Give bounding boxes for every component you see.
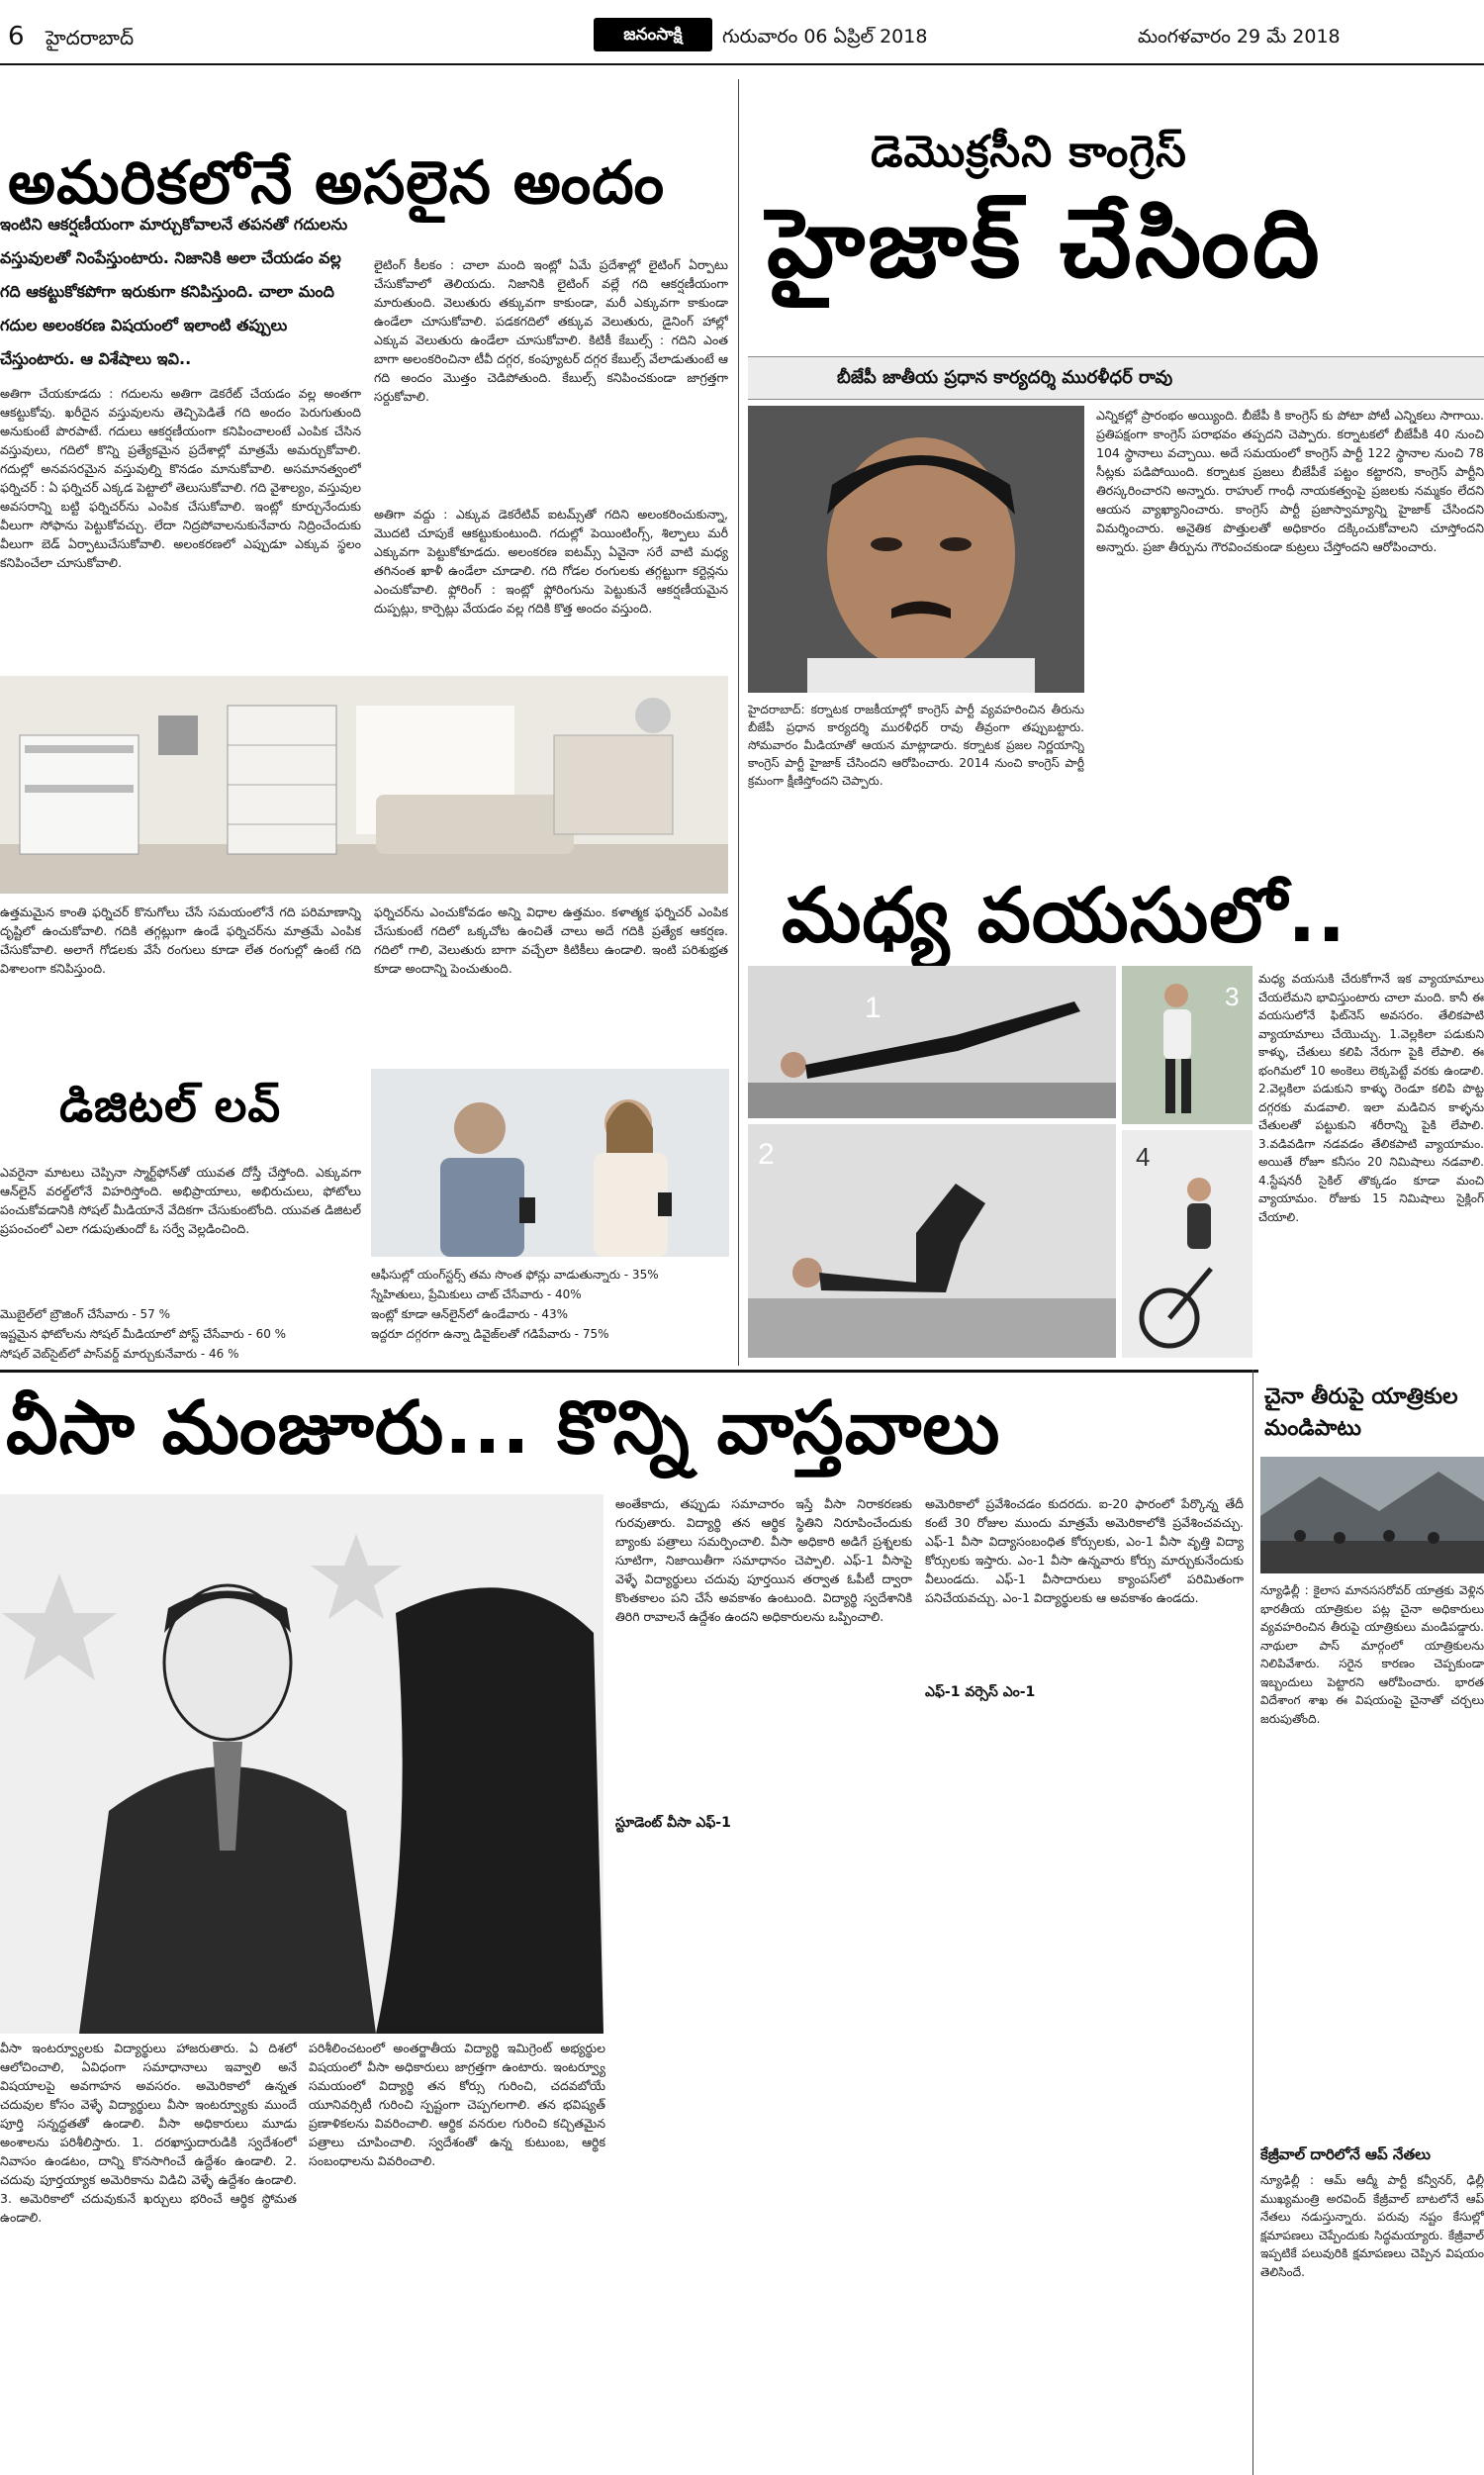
masthead-rule <box>0 63 1484 65</box>
visa-subhead-2: ఎఫ్-1 వర్సెస్ ఎం-1 <box>925 1684 1041 1703</box>
exercise-photo-2 <box>748 1124 1116 1358</box>
beauty-deck-line: వస్తువులతో నింపేస్తుంటారు. నిజానికి అలా చేయడం వల్ల <box>0 248 341 267</box>
congress-kicker: డెమొక్రసీని కాంగ్రెస్ <box>871 127 1187 177</box>
column-divider <box>738 79 739 1366</box>
congress-headline: హైజాక్ చేసింది <box>767 188 1323 299</box>
congress-byline: బీజేపీ జాతీయ ప్రధాన కార్యదర్శి మురళీధర్ రావు <box>837 367 1173 388</box>
visa-headline: వీసా మంజూరు... కొన్ని వాస్తవాలు <box>6 1385 1001 1471</box>
exercise-illustration-3 <box>1122 966 1252 1124</box>
beauty-col3: అతిగా వద్దు : ఎక్కువ డెకరేటివ్ ఐటమ్స్‌తో గదిని అలంకరించుకున్నా, మొదటి చూపుకే ఆకట్టుకుంటుంది. గదుల్లో పెయింటింగ్స్, శిల్పాలు మరీ ఎక్కువగా పెట్టుకోకూడదు. అలంకరణ ఐటమ్స్ ఏవైనా సరే వాటి మధ్య తగినంత ఖాళీ ఉండేలా చూడాలి. గది గోడల రంగులకు తగ్గట్టుగా కర్టెన్లను ఎంచుకోవాలి. ఫ్లోరింగ్ : ఇంట్లో ఫ్లోరింగును పెట్టుకునే ఆకర్షణీయమైన దుప్పట్లు, కార్పెట్లు వేయడం వల్ల గదికి కొత్త అందం వస్తుంది. <box>374 507 728 616</box>
visa-col3: అంతేకాదు, తప్పుడు సమాచారం ఇస్తే వీసా నిరాకరణకు గురవుతారు. విద్యార్థి తన ఆర్థిక స్థితిని నిరూపించేందుకు బ్యాంకు పత్రాలు సమర్పించాలి. వీసా అధికారి అడిగే ప్రశ్నలకు సూటిగా, నిజాయితీగా సమాధానం చెప్పాలి. ఎఫ్-1 వీసాపై వెళ్ళే విద్యార్థులు చదువు పూర్తయిన తర్వాత ఓపీటీ ద్వారా కొంతకాలం పని చేసే అవకాశం ఉంటుంది. విద్యార్థి స్వదేశానికి తిరిగి రావాలనే ఉద్దేశం ఉందని అధికారులను ఒప్పించాలి. <box>615 1496 912 1624</box>
page-number: 6 <box>8 22 25 51</box>
digital-body: ఎవరైనా మాటలు చెప్పినా స్మార్ట్‌ఫోన్‌తో యువత దోస్తీ చేస్తోంది. ఎక్కువగా ఆన్‌లైన్ వరల్డ్‌లోనే విహరిస్తోంది. అభిప్రాయాలు, అభిరుచులు, ఫోటోలు పంచుకోవడానికి సోషల్ మీడియానే వేదికగా చేసుకుంటోంది. యువత డిజిటల్ ప్రపంచంలో ఎలా గడుపుతుందో ఓ సర్వే వెల్లడించింది. <box>0 1165 361 1236</box>
pilgrims-illustration <box>1260 1457 1484 1573</box>
room-photo <box>0 676 728 894</box>
digital-stats <box>0 1304 361 1364</box>
beauty-deck-line: గదుల అలంకరణ విషయంలో ఇలాంటి తప్పులు <box>0 316 288 334</box>
exercise-photo-4 <box>1122 1130 1252 1358</box>
portrait-illustration <box>748 406 1084 693</box>
visa-col1: వీసా ఇంటర్వ్యూలకు విద్యార్థులు హాజరుతారు. ఏ దిశలో ఆలోచించాలి, ఏవిధంగా సమాధానాలు ఇవ్వాలి అనే విషయాలపై అవగాహన అవసరం. అమెరికాలో ఉన్నత చదువుల కోసం వెళ్ళే విద్యార్థులు వీసా ఇంటర్వ్యూకు ముందే పూర్తి సన్నద్ధతతో ఉండాలి. వీసా అధికారులు మూడు అంశాలను పరిశీలిస్తారు. 1. దరఖాస్తుదారుడికి స్వదేశంలో నివాసం ఉండటం, దాన్ని కొనసాగించే ఉద్దేశం ఉండాలి. 2. చదువు పూర్తయ్యాక అమెరికాను విడిచి వెళ్ళే ఉద్దేశం ఉండాలి. 3. అమెరికాలో చదువుకునే ఖర్చులు భరించే ఆర్థిక స్థోమత ఉండాలి. <box>0 2041 297 2225</box>
paper-logo: జనంసాక్షి <box>594 18 712 51</box>
room-illustration <box>0 676 728 894</box>
digital-caption-stat: ఇద్దరూ దగ్గరగా ఉన్నా డివైజ్‌లతో గడిపేవారు - 75% <box>371 1327 609 1341</box>
digital-stat: సోషల్ వెబ్‌సైట్‌లో పాస్‌వర్డ్ మార్చుకునేవారు - 46 % <box>0 1347 239 1361</box>
interview-illustration <box>0 1494 603 2034</box>
exercise-photo-3 <box>1122 966 1252 1124</box>
china-headline: చైనా తీరుపై యాత్రికుల మండిపాటు <box>1264 1384 1458 1441</box>
beauty-headline: అమరికలోనే అసలైన అందం <box>8 148 665 218</box>
beauty-bottom2: ఫర్నిచర్‌ను ఎంచుకోవడం అన్ని విధాల ఉత్తమం. కళాత్మక ఫర్నిచర్ ఎంపిక చేసుకుంటే గదిలో ఒక్కచోట ఉంచితే చాలు అదే గదికి ప్రత్యేక ఆకర్షణ. గదిలో గాలి, వెలుతురు బాగా వచ్చేలా కిటికీలు ఉండాలి. ఇంటి పరిశుభ్రత కూడా అందాన్ని పెంచుతుంది. <box>374 904 728 976</box>
digital-caption-stats <box>371 1265 729 1344</box>
digital-caption-stat: ఆఫీసుల్లో యంగ్‌స్టర్స్ తమ సొంత ఫోన్లు వాడుతున్నారు - 35% <box>371 1268 659 1282</box>
exercise-illustration-1 <box>748 966 1116 1118</box>
beauty-col2: లైటింగ్ కీలకం : చాలా మంది ఇంట్లో ఏమే ప్రదేశాల్లో లైటింగ్ ఏర్పాటు చేసుకోవాలో తెలియదు. నిజానికి లైటింగ్ వల్లే గది ఆకర్షణీయంగా మారుతుంది. వెలుతురు తక్కువగా కాకుండా, మరీ ఎక్కువగా కాకుండా ఉండేలా చూసుకోవాలి. పడకగదిలో తక్కువ వెలుతురు, డైనింగ్ హాల్లో ఎక్కువ వెలుతురు ఉండేలా చూసుకోవాలి. కిటికీ కేబుల్స్ : గదిని ఎంత బాగా అలంకరించినా టీవీ దగ్గర, కంప్యూటర్ దగ్గర కేబుల్స్ వేలాడుతుంటే ఆ గది అందం మొత్తం చెడిపోతుంది. కేబుల్స్ కనిపించకుండా జాగ్రత్తగా సర్దుకోవాలి. <box>374 257 728 404</box>
beauty-col1: అతిగా చేయకూడదు : గదులను అతిగా డెకరేట్ చేయడం వల్ల అంతగా ఆకట్టుకోవు. ఖరీదైన వస్తువులను తెచ్చిపెడితే గది అందం పెరుగుతుంది అనుకుంటే పొరపాటే. గదులు ఆకర్షణీయంగా కనిపించాలంటే ఎంపిక చేసిన వస్తువులు, గదిలో కొన్ని ప్రత్యేకమైన ప్రదేశాల్లో మాత్రమే అమర్చుకోవాలి. గదుల్లో అనవసరమైన వస్తువుల్ని కొనడం మానుకోవాలి. అసమానత్వంలో ఫర్నిచర్ : ఏ ఫర్నిచర్ ఎక్కడ పెట్టాలో తెలుసుకోవాలి. గది వైశాల్యం, వస్తువుల అవసరాన్ని బట్టి ఫర్నిచర్‌ను ఎంపిక చేసుకోవాలి. ఇంట్లో కూర్చునేందుకు వీలుగా సోఫాను పెట్టుకోవచ్చు. లేదా నిద్రపోవాలనుకునేవారు నిద్రించేందుకు వీలుగా బెడ్ ఏర్పాటుచేసుకోవాలి. అలంకరణలో ఎప్పుడూ ఎక్కువ స్థలం కనిపించేలా చూసుకోవాలి. <box>0 386 361 570</box>
midage-headline: మధ్య వయసులో.. <box>782 871 1347 959</box>
midage-body: మధ్య వయసుకి చేరుకోగానే ఇక వ్యాయామాలు చేయలేమని భావిస్తుంటారు చాలా మంది. కానీ ఈ వయసులోనే ఫిట్‌నెస్ అవసరం. తేలికపాటి వ్యాయామాలు చేయొచ్చు. 1.వెల్లకిలా పడుకుని కాళ్ళు, చేతులు కలిపి నేరుగా పైకి లేపాలి. ఈ భంగిమలో 10 అంకెలు లెక్కపెట్టే వరకు ఉండాలి. 2.వెల్లకిలా పడుకుని కాళ్ళు రెండూ కలిపి పొట్ట దగ్గరకు మడవాలి. ఇలా మడిచిన కాళ్ళను చేతులతో పట్టుకుని శరీరాన్ని పైకి లేపాలి. 3.వడివడిగా నడవడం తేలికపాటి వ్యాయామం. అయితే రోజూ కనీసం 20 నిమిషాలు నడవాలి. 4.స్టేషనరీ సైకిల్ తొక్కడం కూడా మంచి వ్యాయామం. రోజుకు 15 నిమిషాలు సైక్లింగ్ చేయాలి. <box>1258 972 1484 1224</box>
beauty-deck <box>0 208 361 376</box>
digital-caption-stat: స్నేహితులు, ప్రేమికులు చాట్ చేసేవారు - 40% <box>371 1287 582 1301</box>
digital-photo <box>371 1069 729 1257</box>
exercise-photo-1 <box>748 966 1116 1118</box>
visa-col4: అమెరికాలో ప్రవేశించడం కుదరదు. ఐ-20 ఫారంలో పేర్కొన్న తేదీ కంటే 30 రోజుల ముందు మాత్రమే అమెరికాలోకి ప్రవేశించవచ్చు. ఎఫ్-1 వీసా విద్యాసంబంధిత కోర్సులకు, ఎం-1 వీసా వృత్తి విద్యా కోర్సులకు ఇస్తారు. ఎం-1 వీసా ఉన్నవారు కోర్సు మార్చుకునేందుకు వీలుండదు. ఎఫ్-1 వీసాదారులు క్యాంపస్‌లో పరిమితంగా పనిచేయవచ్చు. ఎం-1 విద్యార్థులకు ఆ అవకాశం ఉండదు. <box>925 1496 1244 1605</box>
digital-stat: మొబైల్‌లో బ్రౌజింగ్ చేసేవారు - 57 % <box>0 1307 171 1321</box>
muralidhar-portrait <box>748 406 1084 693</box>
congress-caption: హైదరాబాద్: కర్నాటక రాజకీయాల్లో కాంగ్రెస్ పార్టీ వ్యవహరించిన తీరును బీజేపీ ప్రధాన కార్యదర్శి మురళీధర్ రావు తీవ్రంగా తప్పుబట్టారు. సోమవారం మీడియాతో ఆయన మాట్లాడారు. కర్నాటక ప్రజల నిర్ణయాన్ని కాంగ్రెస్ పార్టీ హైజాక్ చేసిందని ఆరోపించారు. 2014 నుంచి కాంగ్రెస్ పార్టీ క్రమంగా క్షీణిస్తోందని చెప్పారు. <box>748 703 1084 788</box>
visa-subhead: స్టూడెంట్ వీసా ఎఫ్-1 <box>615 1815 731 1834</box>
right-column-divider <box>1252 1370 1253 2475</box>
china-body: న్యూఢిల్లీ : కైలాస మానససరోవర్ యాత్రకు వెళ్లిన భారతీయ యాత్రికుల పట్ల చైనా అధికారులు వ్యవహరించిన తీరుపై యాత్రికులు మండిపడ్డారు. నాథులా పాస్ మార్గంలో యాత్రికులను నిలిపివేశారు. సరైన కారణం చెప్పకుండా ఇబ్బందులు పెట్టారని ఆరోపించారు. భారత విదేశాంగ శాఖ ఈ విషయంపై చైనాతో చర్చలు జరుపుతోంది. <box>1260 1583 1484 1726</box>
beauty-deck-line: చేస్తుంటారు. ఆ విశేషాలు ఇవి.. <box>0 349 192 368</box>
beauty-deck-line: గది ఆకట్టుకోకపోగా ఇరుకుగా కనిపిస్తుంది. చాలా మంది <box>0 282 334 301</box>
visa-col2: పరిశీలించటంలో అంతర్జాతీయ విద్యార్థి ఇమిగ్రెంట్ అభ్యర్థుల విషయంలో వీసా అధికారులు జాగ్రత్తగా ఉంటారు. ఇంటర్వ్యూ సమయంలో విద్యార్థి తన కోర్సు గురించి, చదవబోయే యూనివర్సిటీ గురించి స్పష్టంగా చెప్పగలగాలి. తన భవిష్యత్ ప్రణాళికలను వివరించాలి. ఆర్థిక వనరుల గురించి కచ్చితమైన పత్రాలు చూపించాలి. స్వదేశంతో ఉన్న కుటుంబ, ఆర్థిక సంబంధాలను వివరించాలి. <box>309 2041 605 2168</box>
kejriwal-body: న్యూఢిల్లీ : ఆమ్ ఆద్మీ పార్టీ కన్వీనర్, ఢిల్లీ ముఖ్యమంత్రి అరవింద్ కేజ్రీవాల్ బాటలోనే ఆప్ నేతలు నడుస్తున్నారు. పరువు నష్టం కేసుల్లో క్షమాపణలు చెప్పేందుకు సిద్ధమయ్యారు. కేజ్రీవాల్ ఇప్పటికే పలువురికి క్షమాపణలు చెప్పిన విషయం తెలిసిందే. <box>1260 2173 1484 2279</box>
digital-stat: ఇష్టమైన ఫోటోలను సోషల్ మీడియాలో పోస్ట్ చేసేవారు - 60 % <box>0 1327 287 1341</box>
exercise-illustration-4 <box>1122 1130 1252 1358</box>
svg-text:2: 2 <box>758 1138 775 1171</box>
digital-headline: డిజిటల్ లవ్ <box>59 1079 282 1132</box>
visa-top-rule <box>0 1370 1258 1373</box>
masthead <box>0 0 1484 79</box>
exercise-illustration-2 <box>748 1124 1116 1358</box>
congress-body: ఎన్నికల్లో ప్రారంభం అయ్యింది. బీజేపీ కి కాంగ్రెస్ కు పోటా పోటీ ఎన్నికలు సాగాయి. ప్రతిపక్షంగా కాంగ్రెస్ పరాభవం తప్పదని చెప్పారు. కర్నాటకలో బీజేపీకి 40 నుంచి 104 స్థానాలు వచ్చాయి. అదే సమయంలో కాంగ్రెస్ పార్టీ 122 స్థానాల నుంచి 78 సీట్లకు పడిపోయింది. కర్నాటక ప్రజలు బీజేపీకే పట్టం కట్టారని, కాంగ్రెస్ పార్టీని తిరస్కరించారని అన్నారు. రాహుల్ గాంధీ నాయకత్వంపై ప్రజలకు నమ్మకం లేదని ఆయన వ్యాఖ్యానించారు. కాంగ్రెస్ పార్టీ ప్రజాస్వామ్యాన్ని హైజాక్ చేసిందని విమర్శించారు. అనైతిక పొత్తులతో అధికారం దక్కించుకోవాలని చూస్తోందని అన్నారు. ప్రజా తీర్పును గౌరవించకుండా కుట్రలు చేస్తోందని ఆరోపించారు. <box>1096 408 1484 554</box>
city-label: హైదరాబాద్ <box>46 26 135 49</box>
svg-text:3: 3 <box>1225 982 1240 1011</box>
beauty-deck-line: ఇంటిని ఆకర్షణీయంగా మార్చుకోవాలనే తపనతో గదులను <box>0 215 348 234</box>
visa-illustration <box>0 1494 603 2034</box>
couple-with-phones-illustration <box>371 1069 729 1257</box>
kejriwal-subhead: కేజ్రీవాల్ దారిలోనే ఆప్ నేతలు <box>1260 2145 1431 2163</box>
congress-byline-bar <box>748 356 1484 400</box>
svg-text:1: 1 <box>865 992 881 1024</box>
right-date: మంగళవారం 29 మే 2018 <box>1138 26 1341 48</box>
issue-date: గురువారం 06 ఏప్రిల్ 2018 <box>722 26 928 48</box>
svg-text:4: 4 <box>1136 1142 1151 1172</box>
digital-caption-stat: ఇంట్లో కూడా ఆన్‌లైన్‌లో ఉండేవారు - 43% <box>371 1307 569 1321</box>
beauty-bottom1: ఉత్తమమైన కాంతి ఫర్నిచర్ కొనుగోలు చేసే సమయంలోనే గది పరిమాణాన్ని దృష్టిలో ఉంచుకోవాలి. గదికి తగ్గట్లుగా ఉండే ఫర్నిచర్‌ను మాత్రమే ఎంపిక చేసుకోవాలి. అలాగే గోడలకు వేసే రంగులు కూడా లేత రంగుల్లో ఉంటే గది విశాలంగా కనిపిస్తుంది. <box>0 904 361 976</box>
china-photo <box>1260 1457 1484 1573</box>
